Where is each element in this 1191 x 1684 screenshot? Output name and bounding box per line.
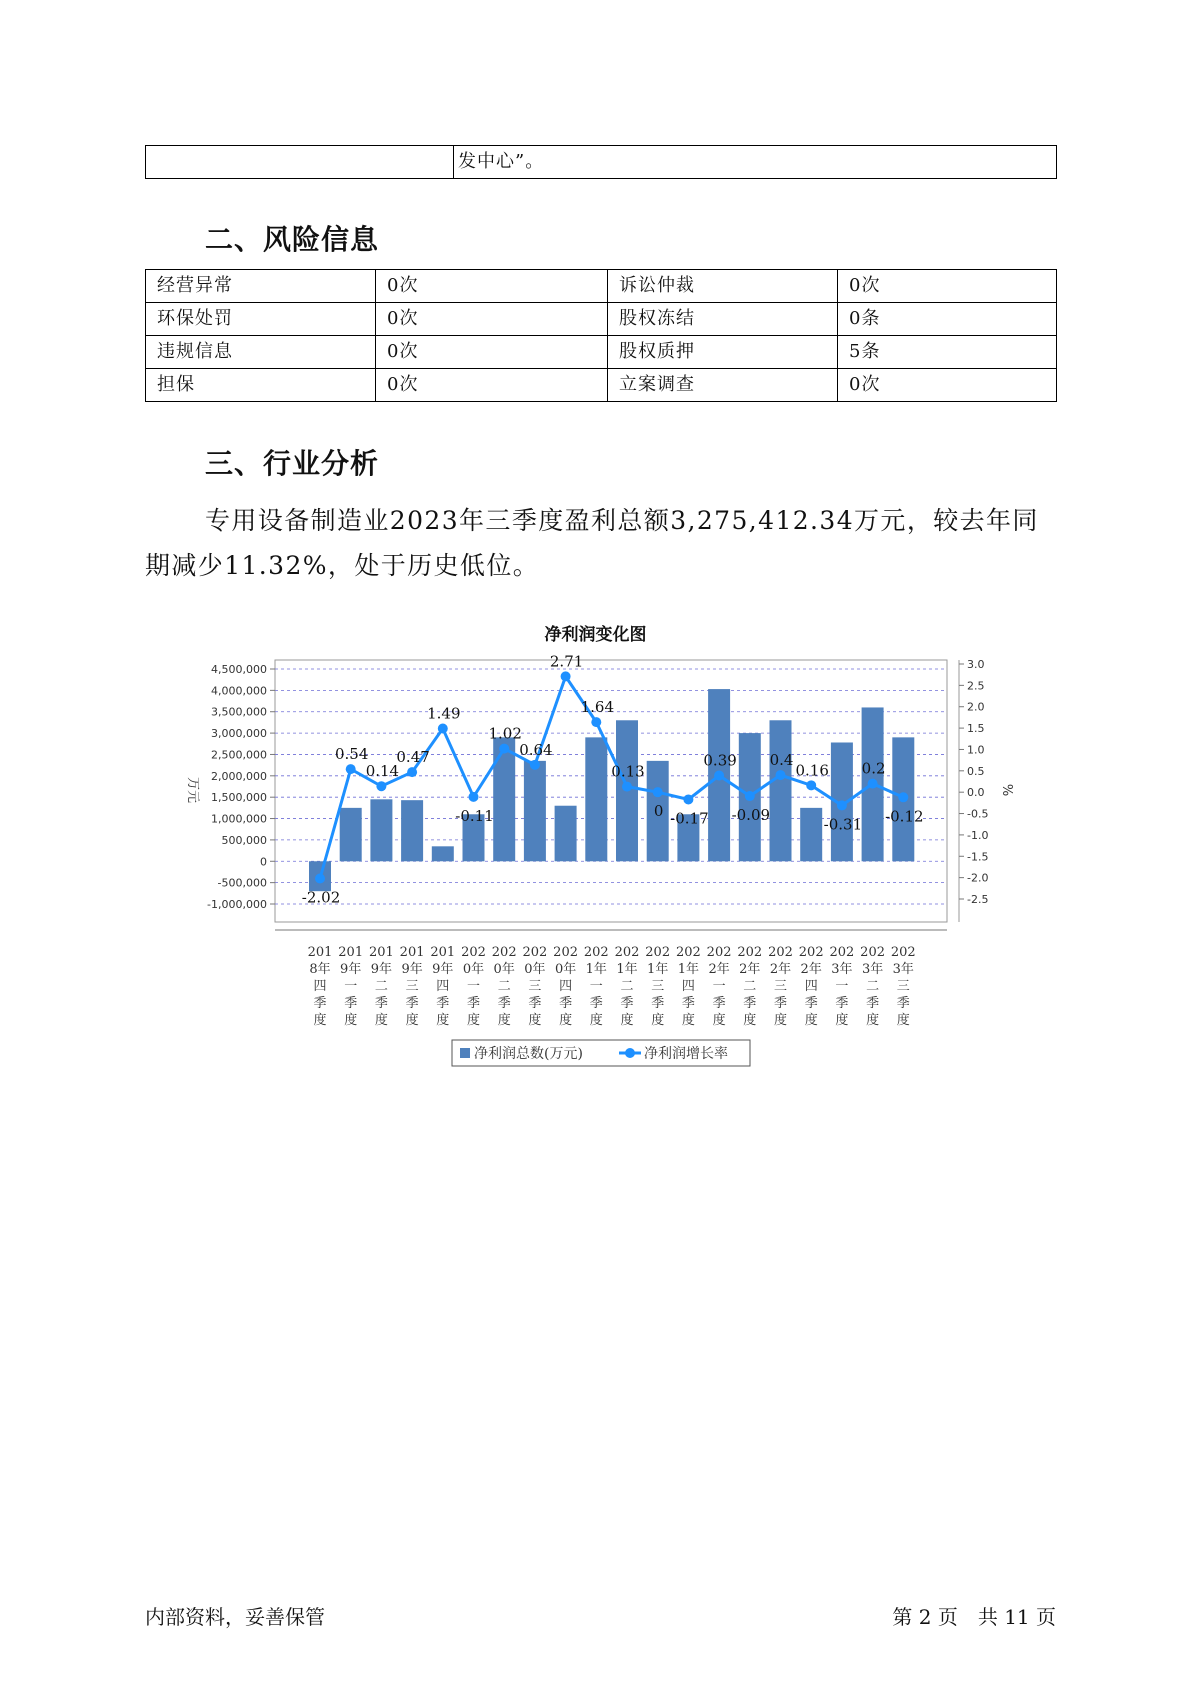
- risk-label: 环保处罚: [146, 303, 376, 336]
- y-tick-label: 2,000,000: [211, 769, 267, 783]
- x-tick-label: 2年: [800, 962, 822, 977]
- x-tick-label: 度: [712, 1013, 726, 1028]
- x-tick-label: 度: [466, 1013, 481, 1028]
- x-tick-label: 202: [829, 945, 855, 960]
- x-tick-label: 3年: [861, 962, 884, 977]
- legend-line-marker: [625, 1048, 635, 1058]
- x-tick-label: 202: [768, 945, 793, 960]
- y-tick-label: 1,500,000: [211, 791, 267, 805]
- footer-confidential: 内部资料，妥善保管: [145, 1605, 325, 1629]
- growth-rate-point: [622, 782, 632, 792]
- x-tick-label: 四: [313, 979, 327, 994]
- x-tick-label: 2年: [739, 962, 761, 977]
- x-tick-label: 季: [497, 996, 511, 1011]
- y2-tick-label: 1.5: [967, 722, 985, 736]
- data-label: -0.11: [455, 806, 494, 825]
- risk-label: 股权质押: [608, 336, 838, 369]
- y-tick-label: -500,000: [217, 876, 267, 890]
- x-tick-label: 季: [896, 996, 910, 1011]
- industry-paragraph: [145, 498, 1056, 588]
- risk-label: 违规信息: [146, 336, 376, 369]
- risk-label: 股权冻结: [608, 303, 838, 336]
- risk-label: 立案调查: [608, 369, 838, 402]
- x-tick-label: 度: [589, 1013, 603, 1028]
- y-tick-label: 4,500,000: [211, 663, 267, 676]
- bar: [555, 806, 577, 862]
- growth-rate-point: [745, 791, 755, 801]
- x-tick-label: 季: [528, 996, 542, 1011]
- data-label: 1.02: [488, 724, 522, 743]
- x-tick-label: 2年: [708, 962, 730, 977]
- x-tick-label: 季: [866, 996, 880, 1011]
- growth-rate-point: [315, 873, 325, 883]
- footer-page-prefix: 第: [892, 1605, 913, 1629]
- chart-title: 净利润变化图: [544, 625, 647, 645]
- x-tick-label: 9年: [370, 962, 393, 977]
- x-tick-label: 202: [491, 945, 517, 960]
- x-tick-label: 度: [344, 1013, 358, 1028]
- x-tick-label: 季: [466, 996, 481, 1011]
- x-tick-label: 二: [497, 979, 511, 994]
- footer-page-info: [892, 1601, 1056, 1630]
- x-tick-label: 202: [890, 945, 916, 960]
- y-tick-label: 1,000,000: [211, 812, 267, 826]
- x-tick-label: 度: [773, 1013, 788, 1028]
- x-tick-label: 202: [706, 945, 732, 960]
- growth-rate-point: [898, 792, 908, 802]
- y-tick-label: 3,500,000: [211, 705, 267, 719]
- data-label: 0.54: [334, 745, 369, 764]
- x-tick-label: 季: [773, 996, 788, 1011]
- x-tick-label: 度: [866, 1013, 880, 1028]
- bar: [340, 808, 362, 861]
- x-tick-label: 一: [589, 979, 603, 994]
- risk-value: 0次: [838, 270, 1057, 303]
- y2-tick-label: -1.5: [967, 850, 989, 864]
- continuation-table: [145, 145, 1057, 179]
- x-tick-label: 0年: [493, 962, 515, 977]
- x-tick-label: 一: [712, 979, 726, 994]
- y2-axis-label: %: [999, 783, 1014, 797]
- x-tick-label: 四: [681, 979, 695, 994]
- y2-tick-label: 2.0: [967, 700, 985, 714]
- x-tick-label: 9年: [340, 962, 362, 977]
- y2-tick-label: 0.5: [967, 764, 985, 778]
- risk-label: 经营异常: [146, 270, 376, 303]
- x-tick-label: 度: [436, 1013, 450, 1028]
- x-tick-label: 202: [860, 945, 886, 960]
- x-tick-label: 季: [712, 996, 726, 1011]
- x-tick-label: 度: [681, 1013, 695, 1028]
- footer-page-number: 2: [918, 1605, 932, 1629]
- x-tick-label: 一: [466, 979, 481, 994]
- y2-tick-label: -2.5: [967, 893, 989, 906]
- x-tick-label: 度: [528, 1013, 542, 1028]
- x-tick-label: 一: [835, 979, 849, 994]
- bar: [585, 737, 607, 861]
- growth-rate-point: [407, 767, 417, 777]
- x-tick-label: 202: [614, 945, 640, 960]
- section-heading-risk: 二、风险信息: [205, 223, 380, 256]
- data-label: 0.4: [769, 751, 794, 770]
- bar: [432, 846, 454, 861]
- x-tick-label: 0年: [462, 962, 485, 977]
- x-tick-label: 季: [589, 996, 603, 1011]
- x-tick-label: 度: [497, 1013, 511, 1028]
- growth-rate-point: [837, 800, 847, 810]
- x-tick-label: 度: [405, 1013, 419, 1028]
- x-tick-label: 四: [804, 979, 818, 994]
- risk-info-table: [145, 269, 1057, 402]
- x-tick-label: 0年: [524, 962, 546, 977]
- x-tick-label: 2年: [769, 962, 792, 977]
- data-label: 0.2: [861, 759, 886, 778]
- x-tick-label: 三: [773, 979, 788, 994]
- y2-tick-label: 3.0: [967, 658, 985, 671]
- x-tick-label: 201: [368, 945, 394, 960]
- data-label: -0.31: [823, 815, 863, 834]
- risk-value: 5条: [838, 336, 1057, 369]
- bar: [370, 799, 392, 861]
- x-tick-label: 季: [835, 996, 849, 1011]
- footer-page-mid: 页 共: [937, 1605, 998, 1629]
- x-tick-label: 度: [743, 1013, 757, 1028]
- x-tick-label: 三: [896, 979, 910, 994]
- growth-rate-point: [683, 794, 693, 804]
- x-tick-label: 9年: [432, 962, 454, 977]
- x-tick-label: 三: [651, 979, 665, 994]
- x-tick-label: 季: [344, 996, 358, 1011]
- x-tick-label: 度: [559, 1013, 573, 1028]
- x-tick-label: 度: [313, 1013, 327, 1028]
- table-cell-empty: [146, 146, 454, 179]
- x-tick-label: 202: [675, 945, 701, 960]
- y-tick-label: 4,000,000: [211, 684, 267, 698]
- data-label: 1.49: [427, 704, 461, 723]
- footer-page-total: 11: [1004, 1605, 1030, 1629]
- data-label: 2.71: [549, 652, 584, 671]
- growth-rate-point: [561, 671, 571, 681]
- y-tick-label: 0: [260, 855, 267, 869]
- x-tick-label: 202: [583, 945, 609, 960]
- data-label: 0.39: [703, 751, 737, 770]
- x-tick-label: 1年: [585, 962, 607, 977]
- x-tick-label: 季: [804, 996, 818, 1011]
- y2-tick-label: -1.0: [967, 828, 989, 842]
- x-tick-label: 202: [461, 945, 486, 960]
- data-label: 0.16: [795, 761, 829, 780]
- table-row: [146, 270, 1057, 303]
- x-tick-label: 3年: [831, 962, 853, 977]
- x-tick-label: 四: [559, 979, 573, 994]
- x-tick-label: 201: [399, 945, 425, 960]
- x-tick-label: 度: [804, 1013, 818, 1028]
- risk-value: 0条: [838, 303, 1057, 336]
- growth-rate-point: [469, 792, 479, 802]
- x-tick-label: 202: [798, 945, 824, 960]
- x-tick-label: 度: [896, 1013, 910, 1028]
- y2-tick-label: 0.0: [967, 786, 985, 800]
- data-label: 0: [653, 802, 664, 821]
- x-tick-label: 1年: [647, 962, 669, 977]
- risk-label: 诉讼仲裁: [608, 270, 838, 303]
- x-tick-label: 202: [522, 945, 548, 960]
- risk-label: 担保: [146, 369, 376, 402]
- x-tick-label: 一: [344, 979, 358, 994]
- x-tick-label: 202: [737, 945, 763, 960]
- y2-tick-label: -2.0: [967, 871, 989, 885]
- growth-rate-point: [653, 787, 663, 797]
- y2-tick-label: 2.5: [967, 679, 985, 693]
- x-tick-label: 201: [338, 945, 364, 960]
- y-axis-label: 万元: [185, 776, 200, 804]
- footer-page-suffix: 页: [1036, 1605, 1056, 1629]
- x-tick-label: 度: [651, 1013, 665, 1028]
- x-tick-label: 季: [313, 996, 327, 1011]
- x-tick-label: 201: [430, 945, 456, 960]
- data-label: 1.64: [580, 698, 615, 717]
- x-tick-label: 0年: [554, 962, 577, 977]
- x-tick-label: 202: [553, 945, 579, 960]
- x-tick-label: 四: [436, 979, 450, 994]
- data-label: 0.47: [396, 748, 430, 767]
- bar: [401, 800, 423, 861]
- growth-rate-point: [868, 779, 878, 789]
- x-tick-label: 二: [743, 979, 757, 994]
- table-row: [146, 336, 1057, 369]
- legend-bar-swatch: [460, 1048, 470, 1058]
- y2-tick-label: 1.0: [967, 743, 985, 757]
- y2-tick-label: -0.5: [967, 807, 989, 821]
- net-profit-chart: [0, 640, 1191, 1080]
- x-tick-label: 3年: [892, 962, 914, 977]
- data-label: 0.14: [365, 762, 400, 781]
- x-tick-label: 季: [651, 996, 665, 1011]
- table-row: [146, 303, 1057, 336]
- growth-rate-point: [591, 717, 601, 727]
- y-tick-label: -1,000,000: [207, 898, 267, 911]
- y-tick-label: 3,000,000: [211, 727, 267, 741]
- growth-rate-point: [776, 770, 786, 780]
- x-tick-label: 季: [681, 996, 695, 1011]
- x-tick-label: 201: [307, 945, 333, 960]
- data-label: 0.64: [519, 740, 553, 759]
- data-label: -2.02: [301, 888, 341, 907]
- x-tick-label: 季: [405, 996, 419, 1011]
- x-tick-label: 202: [645, 945, 671, 960]
- x-tick-label: 三: [528, 979, 542, 994]
- x-tick-label: 度: [620, 1013, 634, 1028]
- risk-value: 0次: [376, 369, 608, 402]
- y-tick-label: 2,500,000: [211, 748, 267, 762]
- bar: [493, 737, 515, 861]
- data-label: 0.13: [611, 762, 645, 781]
- legend-bar-label: 净利润总数(万元): [474, 1046, 583, 1062]
- growth-rate-point: [499, 744, 509, 754]
- x-tick-label: 季: [436, 996, 450, 1011]
- x-tick-label: 季: [559, 996, 573, 1011]
- x-tick-label: 度: [374, 1013, 388, 1028]
- section-heading-industry: 三、行业分析: [205, 447, 380, 480]
- data-label: -0.09: [731, 806, 771, 825]
- x-tick-label: 季: [743, 996, 757, 1011]
- growth-rate-point: [376, 781, 386, 791]
- growth-rate-point: [806, 780, 816, 790]
- industry-paragraph-text: 专用设备制造业2023年三季度盈利总额3,275,412.34万元，较去年同期减少11.32%，处于历史低位。: [145, 506, 1039, 580]
- bar: [800, 808, 822, 861]
- growth-rate-point: [714, 771, 724, 781]
- legend-line-label: 净利润增长率: [644, 1046, 728, 1062]
- x-tick-label: 1年: [616, 962, 638, 977]
- growth-rate-point: [346, 764, 356, 774]
- growth-rate-point: [438, 724, 448, 734]
- risk-value: 0次: [376, 303, 608, 336]
- x-tick-label: 二: [866, 979, 880, 994]
- y-tick-label: 500,000: [221, 833, 267, 847]
- table-cell-text: 发中心”。: [454, 146, 1057, 179]
- x-tick-label: 度: [835, 1013, 849, 1028]
- table-row: [146, 146, 1057, 179]
- data-label: -0.17: [670, 809, 709, 828]
- x-tick-label: 二: [374, 979, 388, 994]
- growth-rate-point: [530, 760, 540, 770]
- risk-value: 0次: [376, 336, 608, 369]
- risk-value: 0次: [838, 369, 1057, 402]
- x-tick-label: 8年: [309, 962, 331, 977]
- x-tick-label: 季: [374, 996, 388, 1011]
- x-tick-label: 1年: [677, 962, 700, 977]
- bar: [770, 720, 792, 861]
- data-label: -0.12: [885, 807, 924, 826]
- bar: [524, 761, 546, 861]
- table-row: [146, 369, 1057, 402]
- risk-value: 0次: [376, 270, 608, 303]
- x-tick-label: 9年: [401, 962, 423, 977]
- x-tick-label: 三: [405, 979, 419, 994]
- x-tick-label: 季: [620, 996, 634, 1011]
- x-tick-label: 二: [620, 979, 634, 994]
